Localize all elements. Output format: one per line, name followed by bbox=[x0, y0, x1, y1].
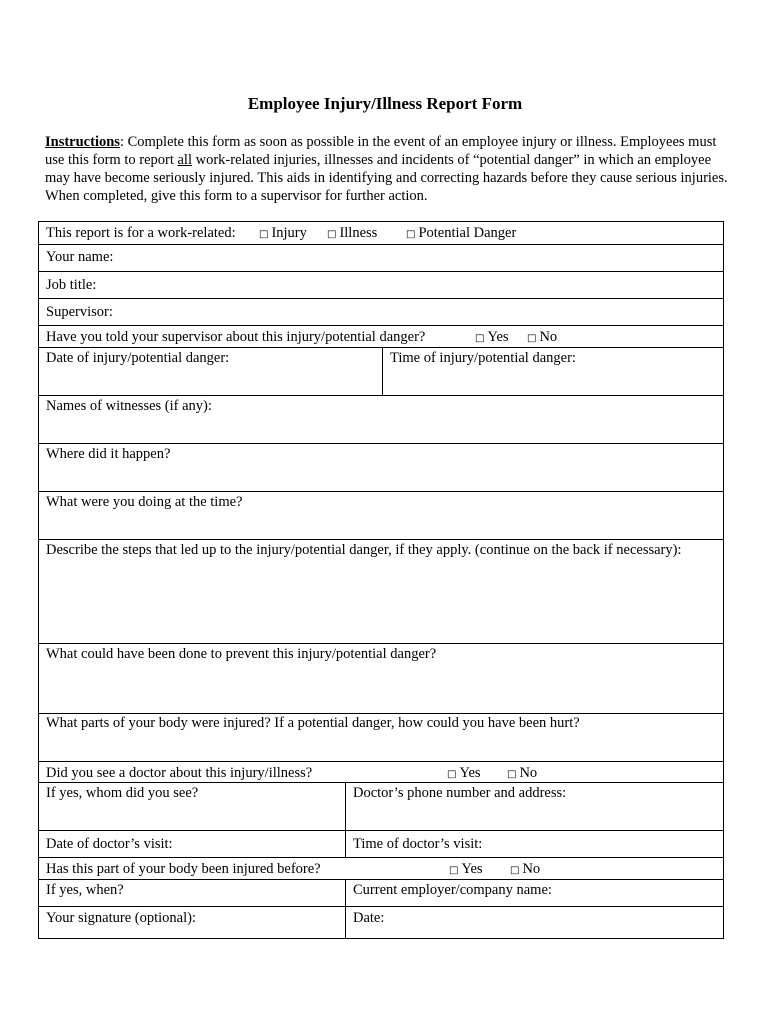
doctor-phone-cell[interactable] bbox=[345, 783, 723, 830]
told-no-label: No bbox=[539, 329, 558, 345]
injury-checkbox[interactable] bbox=[259, 225, 307, 242]
see-doctor-label: Did you see a doctor about this injury/illness? bbox=[46, 765, 313, 781]
date-injury-label: Date of injury/potential danger: bbox=[46, 350, 230, 366]
instructions-text-1: Complete this form as soon as possible in the event of an employee injury or illness. Employees must use this form to report bbox=[45, 134, 717, 168]
injured-yes-label: Yes bbox=[461, 861, 483, 877]
employer-label: Current employer/company name: bbox=[353, 882, 552, 898]
describe-row[interactable] bbox=[39, 540, 723, 644]
describe-label: Describe the steps that led up to the injury/potential danger, if they apply. (continue on the back if necessary): bbox=[46, 542, 682, 558]
report-form bbox=[38, 221, 724, 939]
prevent-row[interactable] bbox=[39, 644, 723, 714]
doctor-date-label: Date of doctor’s visit: bbox=[46, 836, 173, 852]
doctor-time-cell[interactable] bbox=[345, 831, 723, 857]
potential-danger-checkbox[interactable] bbox=[406, 225, 516, 242]
checkbox-icon: □ bbox=[527, 333, 537, 344]
checkbox-icon: □ bbox=[406, 229, 416, 240]
supervisor-label: Supervisor: bbox=[46, 304, 113, 320]
whom-cell[interactable] bbox=[39, 783, 345, 830]
instructions: Instructions: Complete this form as soon as possible in the event of an employee injury or illness. Employees must use this form to report all work-related injuries, illnesses and incidents of “potential danger” in which an employee may have become seriously injured. This aids in identifying and correcting hazards before they cause serious injuries. When completed, give this form to a supervisor for further action. bbox=[45, 134, 728, 204]
checkbox-icon: □ bbox=[475, 333, 485, 344]
see-doctor-row bbox=[39, 762, 723, 783]
when-cell[interactable] bbox=[39, 880, 345, 906]
supervisor-row[interactable] bbox=[39, 299, 723, 326]
when-employer-row bbox=[39, 880, 723, 907]
witnesses-label: Names of witnesses (if any): bbox=[46, 398, 212, 414]
body-parts-label: What parts of your body were injured? If a potential danger, how could you have been hurt? bbox=[46, 715, 580, 731]
told-supervisor-row bbox=[39, 326, 723, 348]
checkbox-icon: □ bbox=[449, 865, 459, 876]
potential-danger-option-label: Potential Danger bbox=[418, 225, 517, 241]
told-supervisor-label: Have you told your supervisor about this injury/potential danger? bbox=[46, 329, 426, 345]
injury-option-label: Injury bbox=[271, 225, 307, 241]
checkbox-icon: □ bbox=[259, 229, 269, 240]
checkbox-icon: □ bbox=[510, 865, 520, 876]
prevent-label: What could have been done to prevent this injury/potential danger? bbox=[46, 646, 437, 662]
signature-label: Your signature (optional): bbox=[46, 910, 196, 926]
injured-yes-checkbox[interactable] bbox=[449, 861, 483, 878]
doctor-yes-label: Yes bbox=[459, 765, 481, 781]
where-label: Where did it happen? bbox=[46, 446, 171, 462]
signature-row bbox=[39, 907, 723, 938]
illness-checkbox[interactable] bbox=[327, 225, 377, 242]
doctor-time-label: Time of doctor’s visit: bbox=[353, 836, 483, 852]
doctor-no-label: No bbox=[519, 765, 538, 781]
job-title-label: Job title: bbox=[46, 277, 97, 293]
instructions-text-2: work-related injuries, illnesses and incidents of “potential danger” in which an employee may have become seriously injured. This aids in identifying and correcting hazards before they cause serious injuries. When completed, give this form to a supervisor for further action. bbox=[45, 152, 728, 204]
doctor-info-row bbox=[39, 783, 723, 831]
name-label: Your name: bbox=[46, 249, 114, 265]
doing-row[interactable] bbox=[39, 492, 723, 540]
instructions-label: Instructions bbox=[45, 134, 120, 150]
date-time-injury-row bbox=[39, 348, 723, 396]
told-yes-label: Yes bbox=[487, 329, 509, 345]
when-label: If yes, when? bbox=[46, 882, 124, 898]
body-parts-row[interactable] bbox=[39, 714, 723, 762]
job-title-row[interactable] bbox=[39, 272, 723, 299]
time-injury-label: Time of injury/potential danger: bbox=[390, 350, 576, 366]
report-type-label: This report is for a work-related: bbox=[46, 225, 236, 241]
checkbox-icon: □ bbox=[447, 769, 457, 780]
name-row[interactable] bbox=[39, 245, 723, 272]
checkbox-icon: □ bbox=[507, 769, 517, 780]
employer-cell[interactable] bbox=[345, 880, 723, 906]
doctor-phone-label: Doctor’s phone number and address: bbox=[353, 785, 567, 801]
injured-no-checkbox[interactable] bbox=[510, 861, 540, 878]
doing-label: What were you doing at the time? bbox=[46, 494, 243, 510]
doctor-no-checkbox[interactable] bbox=[507, 765, 537, 782]
instructions-emphasis: all bbox=[177, 152, 192, 168]
illness-option-label: Illness bbox=[339, 225, 378, 241]
doctor-date-cell[interactable] bbox=[39, 831, 345, 857]
time-injury-cell[interactable] bbox=[382, 348, 723, 395]
date-label: Date: bbox=[353, 910, 385, 926]
doctor-yes-checkbox[interactable] bbox=[447, 765, 481, 782]
checkbox-icon: □ bbox=[327, 229, 337, 240]
date-cell[interactable] bbox=[345, 907, 723, 938]
form-title: Employee Injury/Illness Report Form bbox=[247, 94, 523, 113]
signature-cell[interactable] bbox=[39, 907, 345, 938]
where-row[interactable] bbox=[39, 444, 723, 492]
doctor-visit-row bbox=[39, 831, 723, 858]
told-yes-checkbox[interactable] bbox=[475, 329, 509, 346]
told-no-checkbox[interactable] bbox=[527, 329, 557, 346]
injured-before-row bbox=[39, 858, 723, 880]
injured-before-label: Has this part of your body been injured before? bbox=[46, 861, 321, 877]
report-type-row bbox=[39, 222, 723, 245]
whom-label: If yes, whom did you see? bbox=[46, 785, 199, 801]
witnesses-row[interactable] bbox=[39, 396, 723, 444]
date-injury-cell[interactable] bbox=[39, 348, 382, 395]
injured-no-label: No bbox=[522, 861, 541, 877]
